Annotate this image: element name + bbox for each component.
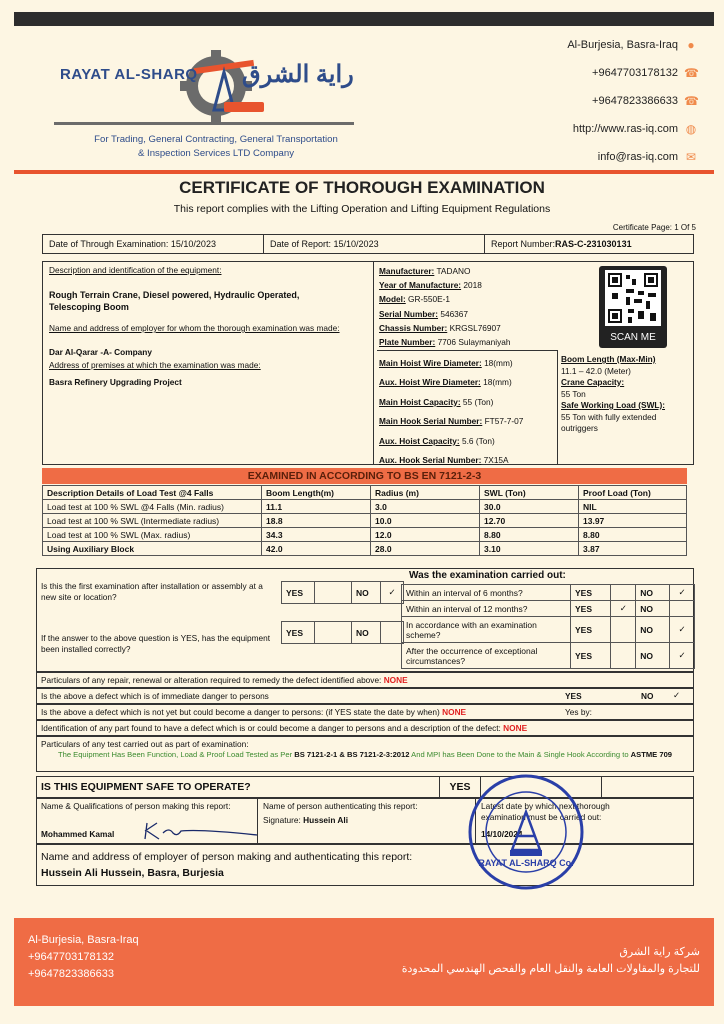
- premises-heading: Address of premises at which the examination was made:: [49, 360, 261, 370]
- safe-row: [36, 776, 694, 798]
- identification-row: Identification of any part found to have a defect which is or could become a danger to persons and a description of the defect: NONE: [36, 720, 694, 736]
- qr-code[interactable]: [599, 266, 667, 348]
- employer-name: Dar Al-Qarar -A- Company: [49, 347, 152, 357]
- table-header: Description Details of Load Test @4 Falls Boom Length(m) Radius (m) SWL (Ton) Proof Load (Ton): [43, 486, 687, 500]
- hoist-details: Main Hoist Wire Diameter: 18(mm) Aux. Hoist Wire Diameter: 18(mm) Main Hoist Capacity: 55 (Ton) Main Hook Serial Number: FT57-7-07 Aux. Hoist Capacity: 5.6 (Ton) Aux. Hook Serial Number: 7X15A: [379, 358, 524, 466]
- equipment-section: [42, 261, 694, 465]
- check-icon: ✓: [673, 690, 680, 700]
- immediate-danger-row: Is the above a defect which is of immediate danger to persons YES NO ✓: [36, 688, 694, 704]
- certificate-subtitle: This report complies with the Lifting Operation and Lifting Equipment Regulations: [173, 203, 551, 215]
- phone-icon: ☎: [684, 94, 699, 108]
- contact-phone2: +9647823386633 ☎: [592, 94, 699, 108]
- date-report: Date of Report: 15/10/2023: [264, 235, 485, 253]
- company-subtitle: For Trading, General Contracting, General Transportation & Inspection Services LTD Company: [94, 134, 338, 159]
- qr-icon: [599, 266, 667, 332]
- check-icon: ✓: [670, 643, 695, 669]
- test-particulars-row: Particulars of any test carried out as part of examination: The Equipment Has Been Function, Load & Proof Load Tested as Per BS 7121-2-1 & BS 7121-2-3:2012 And MPI has Been Done to the Main & Single Hook According to ASTME 709: [36, 736, 694, 772]
- q1-answer: YES NO ✓: [281, 581, 404, 604]
- check-icon: ✓: [670, 585, 695, 601]
- contact-address: Al-Burjesia, Basra-Iraq ●: [567, 38, 698, 52]
- repair-row: Particulars of any repair, renewal or alteration required to remedy the defect identified above: NONE: [36, 672, 694, 688]
- next-exam-date: 14/10/2024: [481, 829, 523, 839]
- auth-label: Name of person authenticating this report:: [263, 801, 418, 811]
- question-first-exam: Is this the first examination after installation or assembly at a new site or location?: [41, 581, 263, 602]
- carried-out-heading: Was the examination carried out:: [409, 570, 566, 581]
- stamp-text: RAYAT AL-SHARQ Co.: [478, 858, 574, 868]
- boom-details: Boom Length (Max-Min) 11.1 – 42.0 (Meter) Crane Capacity: 55 Ton Safe Working Load (SWL): 55 Ton with fully extended outriggers: [561, 354, 666, 433]
- employer-row: [36, 844, 694, 886]
- top-bar: [14, 12, 714, 26]
- safe-yes: YES: [439, 777, 481, 797]
- examiner-name: Mohammed Kamal: [41, 829, 115, 839]
- examiner-signature: [141, 819, 261, 843]
- certificate-title: CERTIFICATE OF THOROUGH EXAMINATION: [179, 178, 545, 197]
- phone-icon: ☎: [684, 66, 699, 80]
- examiner-label: Name & Qualifications of person making this report:: [41, 801, 231, 811]
- report-number: Report Number: RAS-C-231030131: [491, 239, 632, 249]
- check-icon: ✓: [611, 601, 636, 617]
- contact-email[interactable]: info@ras-iq.com ✉: [597, 150, 697, 164]
- equipment-desc: Rough Terrain Crane, Diesel powered, Hydraulic Operated, Telescoping Boom: [49, 290, 300, 312]
- employer-heading: Name and address of employer for whom the thorough examination was made:: [49, 323, 340, 333]
- globe-icon: ◍: [685, 122, 697, 136]
- next-exam-label: Latest date by which next thorough examination must be carried out:: [481, 801, 610, 822]
- check-icon: ✓: [670, 617, 695, 643]
- question-installed: If the answer to the above question is YES, has the equipment been installed correctly?: [41, 633, 271, 654]
- load-test-table: [42, 485, 687, 556]
- certificate-page: Certificate Page: 1 Of 5: [612, 223, 696, 232]
- standard-banner: EXAMINED IN ACCORDING TO BS EN 7121-2-3: [42, 468, 687, 484]
- logo-text-latin: RAYAT AL-SHARQ: [60, 66, 198, 83]
- desc-heading: Description and identification of the equipment:: [49, 265, 222, 275]
- equipment-details: Manufacturer: TADANO Year of Manufacture: 2018 Model: GR-550E-1 Serial Number: 546367 Chassis Number: KRGSL76907 Plate Number: 7706 Sulaymaniyah: [379, 266, 511, 348]
- table-row: Load test at 100 % SWL @4 Falls (Min. radius) 11.1 3.0 30.0 NIL: [43, 500, 687, 514]
- footer: [14, 918, 714, 1006]
- company-stamp: [466, 772, 586, 892]
- date-exam: Date of Through Examination: 15/10/2023: [43, 235, 264, 253]
- signoff-row: [36, 798, 694, 844]
- contact-website[interactable]: http://www.ras-iq.com ◍: [572, 122, 697, 136]
- contact-phone1: +9647703178132 ☎: [592, 66, 699, 80]
- table-row: Load test at 100 % SWL (Max. radius) 34.3 12.0 8.80 8.80: [43, 528, 687, 542]
- footer-arabic: شركة راية الشرق للتجارة والمقاولات العامة والنقل العام والفحص الهندسي المحدودة: [401, 946, 700, 975]
- check-icon: ✓: [381, 582, 404, 604]
- date-row: [42, 234, 694, 254]
- interval-table: Within an interval of 6 months? YES NO ✓ Within an interval of 12 months? YES ✓ NO In accordance with an examination scheme? YES NO ✓ After the occurrence of exceptional circumstances? YES NO ✓: [401, 584, 695, 669]
- q2-answer: YES NO: [281, 621, 404, 644]
- table-row: Load test at 100 % SWL (Intermediate radius) 18.8 10.0 12.70 13.97: [43, 514, 687, 528]
- location-icon: ●: [687, 38, 695, 52]
- scan-me-label: SCAN ME: [610, 332, 656, 343]
- header-divider: [14, 170, 714, 174]
- employer-value: Hussein Ali Hussein, Basra, Burjesia: [41, 867, 224, 879]
- table-row: Using Auxiliary Block 42.0 28.0 3.10 3.87: [43, 542, 687, 556]
- premises-value: Basra Refinery Upgrading Project: [49, 377, 182, 387]
- mail-icon: ✉: [685, 150, 697, 164]
- footer-contact: Al-Burjesia, Basra-Iraq +9647703178132 +9647823386633: [28, 934, 139, 980]
- questions-section: [36, 568, 694, 672]
- signature-field: Signature: Hussein Ali: [263, 815, 349, 825]
- logo-text-arabic: راية الشرق: [242, 61, 354, 88]
- future-danger-row: Is the above a defect which is not yet but could become a danger to persons: (if YES state the date by when) NONE Yes by:: [36, 704, 694, 720]
- safe-question: IS THIS EQUIPMENT SAFE TO OPERATE?: [41, 781, 251, 793]
- employer-label: Name and address of employer of person making and authenticating this report:: [41, 851, 413, 863]
